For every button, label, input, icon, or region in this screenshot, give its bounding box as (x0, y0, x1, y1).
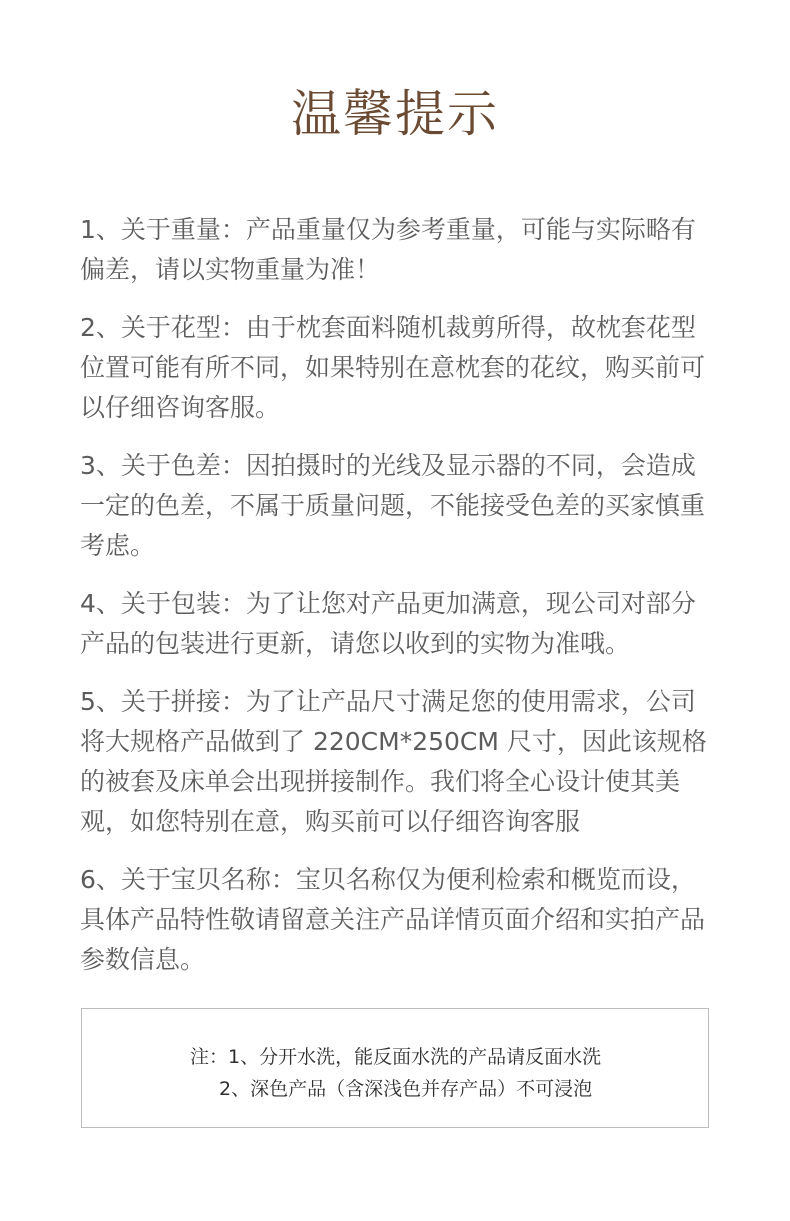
notice-item-product-name: 6、关于宝贝名称：宝贝名称仅为便利检索和概览而设，具体产品特性敬请留意关注产品详情页面介绍和实拍产品参数信息。 (80, 865, 706, 974)
page-title: 温馨提示 (291, 85, 499, 143)
washing-note-line-2: 2、深色产品（含深浅色并存产品）不可浸泡 (219, 1078, 593, 1100)
washing-note-box (81, 1008, 709, 1128)
notice-list (80, 210, 720, 980)
notice-item-weight: 1、关于重量：产品重量仅为参考重量，可能与实际略有偏差，请以实物重量为准！ (80, 215, 696, 284)
notice-item-color-difference: 3、关于色差：因拍摄时的光线及显示器的不同，会造成一定的色差，不属于质量问题，不能接受色差的买家慎重考虑。 (80, 451, 706, 560)
washing-note-line-1: 注：1、分开水洗，能反面水洗的产品请反面水洗 (190, 1046, 602, 1068)
notice-item-packaging: 4、关于包装：为了让您对产品更加满意，现公司对部分产品的包装进行更新，请您以收到的实物为准哦。 (80, 589, 696, 658)
notice-item-splicing: 5、关于拼接：为了让产品尺寸满足您的使用需求，公司将大规格产品做到了 220CM*250CM 尺寸，因此该规格的被套及床单会出现拼接制作。我们将全心设计使其美观，如您特别在意，购买前可以仔细咨询客服 (80, 687, 707, 836)
notice-item-pattern: 2、关于花型：由于枕套面料随机裁剪所得，故枕套花型位置可能有所不同，如果特别在意枕套的花纹，购买前可以仔细咨询客服。 (80, 313, 706, 422)
